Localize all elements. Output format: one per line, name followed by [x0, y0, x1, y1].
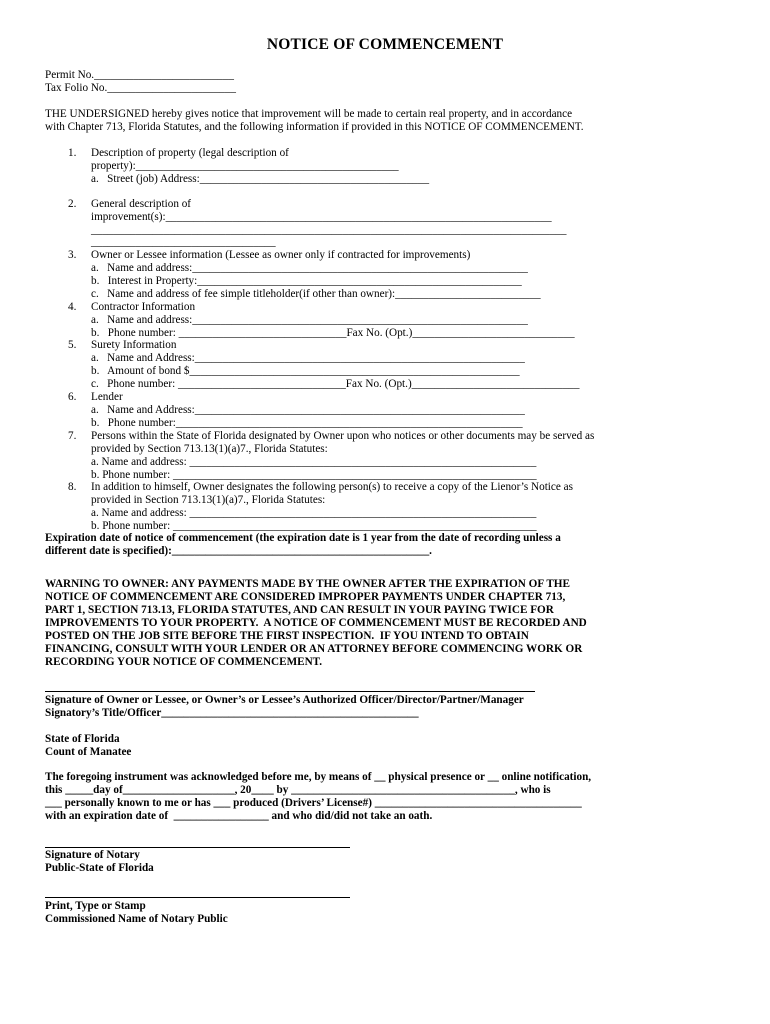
item-number: 4. — [68, 301, 77, 313]
notary-print-label: Print, Type or Stamp — [45, 900, 146, 912]
county-label: Count of Manatee — [45, 746, 132, 758]
warning-text-line: WARNING TO OWNER: ANY PAYMENTS MADE BY THE OWNER AFTER THE EXPIRATION OF THE — [45, 578, 570, 590]
expiration-date-field[interactable]: different date is specified):______________________________________________. — [45, 545, 432, 557]
bond-amount-field[interactable]: b. Amount of bond $___________________________________________________________ — [91, 365, 520, 377]
owner-name-address-field[interactable]: a. Name and address:____________________________________________________________ — [91, 262, 528, 274]
permit-number-field[interactable]: Permit No._________________________ — [45, 69, 234, 81]
property-description-field[interactable]: property):_______________________________________________ — [91, 160, 399, 172]
lienor-recipient-name-address-field[interactable]: a. Name and address: ______________________________________________________________ — [91, 507, 537, 519]
item-number: 6. — [68, 391, 77, 403]
acknowledgment-text-line: The foregoing instrument was acknowledged before me, by means of __ physical presence or __ online notification, — [45, 771, 592, 783]
surety-phone-fax-field[interactable]: c. Phone number: ______________________________Fax No. (Opt.)______________________________ — [91, 378, 580, 390]
acknowledgment-text-line[interactable]: ___ personally known to me or has ___ produced (Drivers’ License#) _____________________________________ — [45, 797, 582, 809]
designated-persons-text: Persons within the State of Florida designated by Owner upon who notices or other documents may be served as — [91, 430, 595, 442]
owner-signature-line[interactable] — [45, 691, 535, 692]
warning-text-line: PART 1, SECTION 713.13, FLORIDA STATUTES, AND CAN RESULT IN YOUR PAYING TWICE FOR — [45, 604, 554, 616]
owner-info-heading: Owner or Lessee information (Lessee as owner only if contracted for improvements) — [91, 249, 471, 261]
acknowledgment-text-line[interactable]: with an expiration date of _________________ and who did/did not take an oath. — [45, 810, 433, 822]
designated-persons-text: provided by Section 713.13(1)(a)7., Florida Statutes: — [91, 443, 328, 455]
item-number: 5. — [68, 339, 77, 351]
notary-signature-line[interactable] — [45, 847, 350, 848]
acknowledgment-text-line[interactable]: this _____day of____________________, 20____ by ________________________________________, who is — [45, 784, 551, 796]
intro-text-line: THE UNDERSIGNED hereby gives notice that improvement will be made to certain real property, and in accordance — [45, 108, 573, 120]
warning-text-line: IMPROVEMENTS TO YOUR PROPERTY. A NOTICE OF COMMENCEMENT MUST BE RECORDED AND — [45, 617, 587, 629]
lender-heading: Lender — [91, 391, 123, 403]
fee-titleholder-field[interactable]: c. Name and address of fee simple titleholder(if other than owner):__________________________ — [91, 288, 541, 300]
contractor-name-address-field[interactable]: a. Name and address:____________________________________________________________ — [91, 314, 528, 326]
improvement-description-field[interactable]: _____________________________________________________________________________________ — [91, 224, 567, 236]
property-description-label: Description of property (legal description of — [91, 147, 289, 159]
warning-text-line: POSTED ON THE JOB SITE BEFORE THE FIRST INSPECTION. IF YOU INTEND TO OBTAIN — [45, 630, 529, 642]
lienor-recipient-phone-field[interactable]: b. Phone number: _________________________________________________________________ — [91, 520, 537, 532]
state-label: State of Florida — [45, 733, 120, 745]
page-title: NOTICE OF COMMENCEMENT — [266, 36, 504, 53]
improvement-description-field[interactable]: _________________________________ — [91, 236, 276, 248]
street-address-field[interactable]: a. Street (job) Address:_________________________________________ — [91, 173, 430, 185]
tax-folio-field[interactable]: Tax Folio No._______________________ — [45, 82, 236, 94]
item-number: 3. — [68, 249, 77, 261]
warning-text-line: NOTICE OF COMMENCEMENT ARE CONSIDERED IMPROPER PAYMENTS UNDER CHAPTER 713, — [45, 591, 566, 603]
owner-interest-field[interactable]: b. Interest in Property:__________________________________________________________ — [91, 275, 522, 287]
notary-state-label: Public-State of Florida — [45, 862, 154, 874]
signatory-title-field[interactable]: Signatory’s Title/Officer______________________________________________ — [45, 707, 419, 719]
surety-info-heading: Surety Information — [91, 339, 177, 351]
item-number: 2. — [68, 198, 77, 210]
contractor-phone-fax-field[interactable]: b. Phone number: ______________________________Fax No. (Opt.)_____________________________ — [91, 327, 575, 339]
contractor-info-heading: Contractor Information — [91, 301, 196, 313]
designee-name-address-field[interactable]: a. Name and address: ______________________________________________________________ — [91, 456, 537, 468]
warning-text-line: RECORDING YOUR NOTICE OF COMMENCEMENT. — [45, 656, 323, 668]
lienor-notice-text: In addition to himself, Owner designates the following person(s) to receive a copy of the Lienor’s Notice as — [91, 481, 573, 493]
surety-name-address-field[interactable]: a. Name and Address:___________________________________________________________ — [91, 352, 525, 364]
item-number: 7. — [68, 430, 77, 442]
item-number: 8. — [68, 481, 77, 493]
improvement-description-field[interactable]: improvement(s):_____________________________________________________________________ — [91, 211, 552, 223]
lender-name-address-field[interactable]: a. Name and Address:___________________________________________________________ — [91, 404, 525, 416]
notary-name-line[interactable] — [45, 897, 350, 898]
notary-commissioned-name-label: Commissioned Name of Notary Public — [45, 913, 228, 925]
notary-signature-label: Signature of Notary — [45, 849, 140, 861]
lienor-notice-text: provided in Section 713.13(1)(a)7., Florida Statutes: — [91, 494, 326, 506]
owner-signature-label: Signature of Owner or Lessee, or Owner’s or Lessee’s Authorized Officer/Director/Partner/Manager — [45, 694, 524, 706]
intro-text-line: with Chapter 713, Florida Statutes, and the following information if provided in this NOTICE OF COMMENCEMENT. — [45, 121, 584, 133]
expiration-text: Expiration date of notice of commencement (the expiration date is 1 year from the date of recording unless a — [45, 532, 561, 544]
item-number: 1. — [68, 147, 77, 159]
improvement-description-label: General description of — [91, 198, 192, 210]
designee-phone-field[interactable]: b. Phone number: _________________________________________________________________ — [91, 469, 537, 481]
lender-phone-field[interactable]: b. Phone number:______________________________________________________________ — [91, 417, 523, 429]
warning-text-line: FINANCING, CONSULT WITH YOUR LENDER OR AN ATTORNEY BEFORE COMMENCING WORK OR — [45, 643, 583, 655]
